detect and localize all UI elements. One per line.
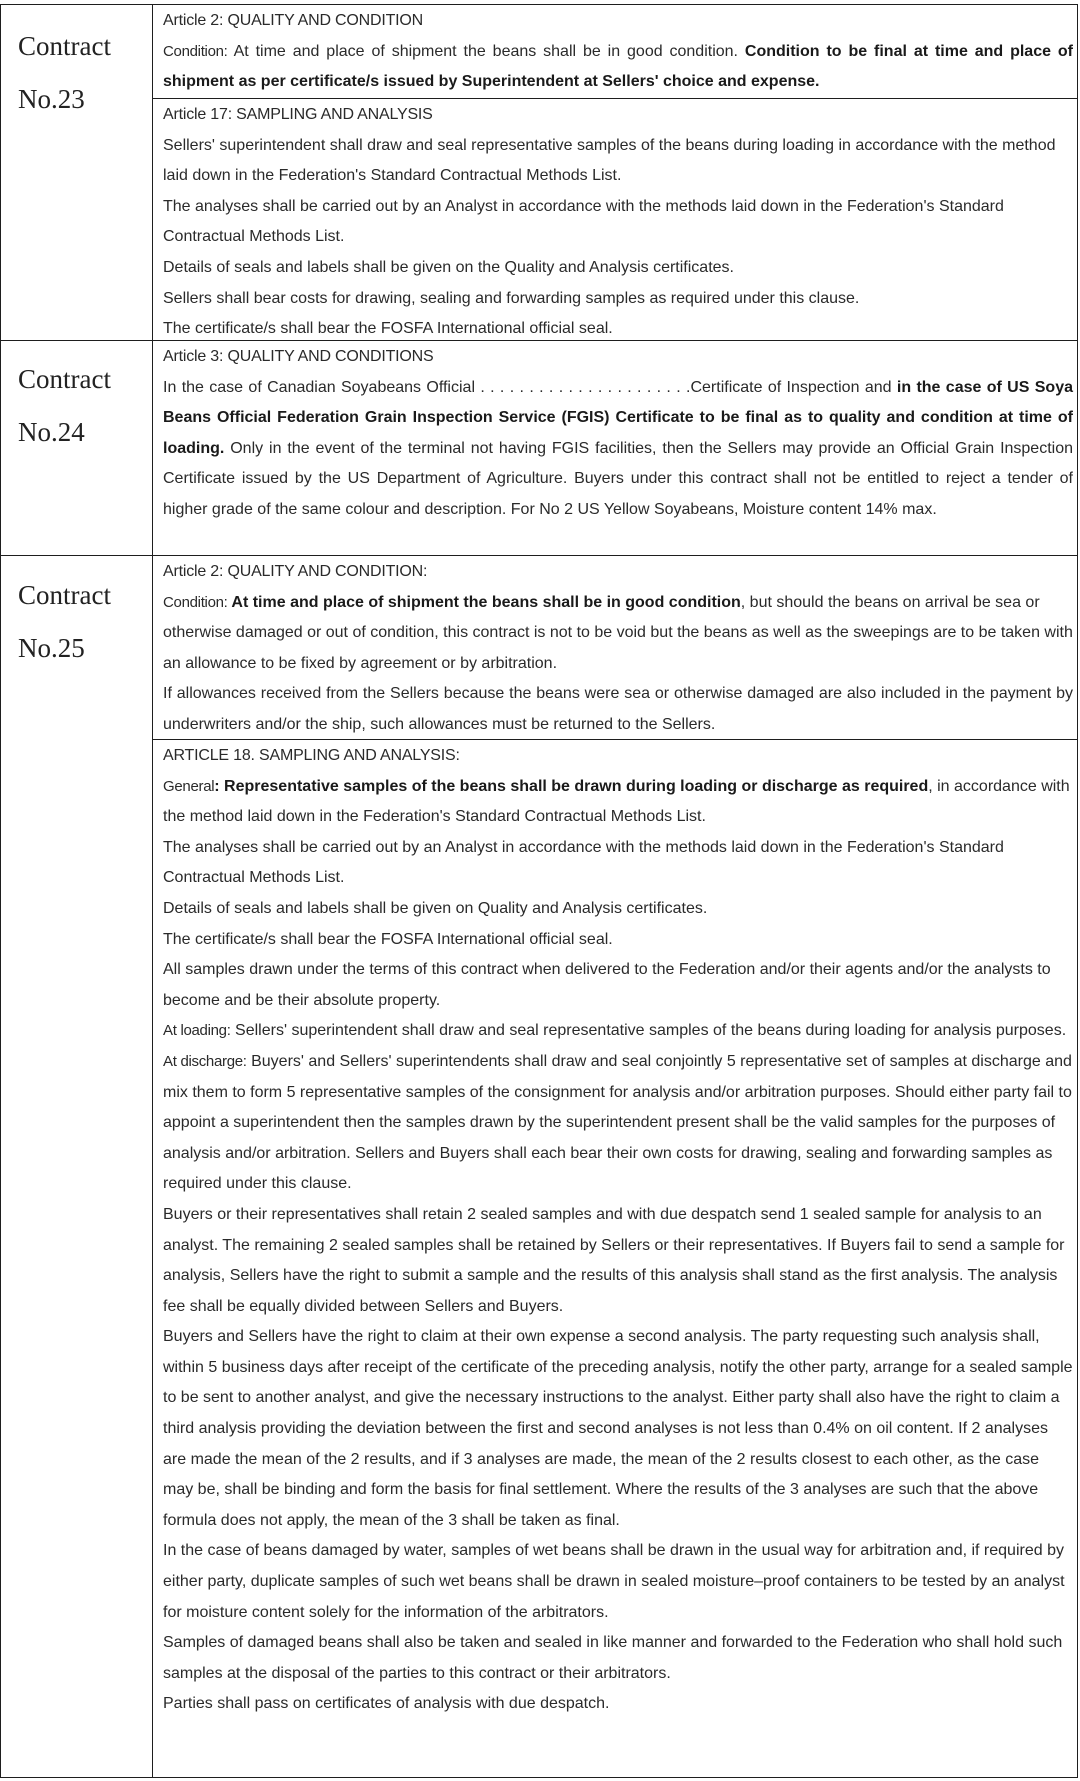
article-3-quality-conditions — [152, 341, 1078, 555]
paragraph-bold-text: in the case of US Soya Beans Official Federation Grain Inspection Service (FGIS) Certificate to be final as to quality and condition at time of loading. — [163, 378, 1074, 457]
paragraph-text: At time and place of shipment the beans shall be in good condition. — [227, 42, 745, 60]
contract-row-24 — [0, 340, 1078, 556]
paragraph-text: , in accordance with the method laid down in the Federation's Standard Contractual Methods List. — [163, 777, 1070, 826]
paragraph-text: Only in the event of the terminal not having FGIS facilities, then the Sellers may provide an Official Grain Inspection Certificate issued by the US Department of Agriculture. Buyers under this contract shall not be entitled to reject a tender of higher grade of the same colour and description. For No 2 US Yellow Soyabeans, Moisture content 14% max. — [163, 439, 1073, 518]
article-paragraph — [163, 772, 1073, 833]
article-heading: Article 3: QUALITY AND CONDITIONS — [163, 348, 434, 365]
contract-label-line1: Contract — [18, 580, 111, 610]
article-paragraph: If allowances received from the Sellers because the beans were sea or otherwise damaged are also included in the payment by underwriters and/or the ship, such allowances must be returned to the Sellers. — [163, 685, 1073, 733]
article-heading: Article 17: SAMPLING AND ANALYSIS — [163, 106, 433, 123]
article-paragraph — [163, 1047, 1073, 1200]
article-heading: ARTICLE 18. SAMPLING AND ANALYSIS: — [163, 747, 460, 764]
article-paragraph: The certificate/s shall bear the FOSFA International official seal. — [163, 930, 613, 948]
contract-label-line1: Contract — [18, 364, 111, 394]
contract-label — [0, 341, 153, 555]
article-paragraph: Samples of damaged beans shall also be taken and sealed in like manner and forwarded to the Federation who shall hold such samples at the disposal of the parties to this contract or their arbitrators. — [163, 1634, 1063, 1682]
article-2-quality-condition — [152, 5, 1078, 98]
article-paragraph: The analyses shall be carried out by an Analyst in accordance with the methods laid down in the Federation's Standard Contractual Methods List. — [163, 197, 1004, 246]
contract-label-number: No.24 — [18, 417, 85, 447]
contract-label — [0, 5, 153, 340]
paragraph-lead: Condition: — [163, 42, 228, 60]
paragraph-lead: General — [163, 777, 215, 795]
paragraph-text: , but should the beans on arrival be sea or otherwise damaged or out of condition, this contract is not to be void but the beans as well as the sweepings are to be taken with an allowance to be fixed by agreement or by arbitration. — [163, 593, 1073, 672]
contract-row-23 — [0, 4, 1078, 341]
paragraph-text: Buyers' and Sellers' superintendents shall draw and seal conjointly 5 representative set of samples at discharge and mix them to form 5 representative samples of the consignment for analysis and/or arbitration purposes. Should either party fail to appoint a superintendent then the samples drawn by the superintendent present shall be the valid samples for the purposes of analysis and/or arbitration. Sellers and Buyers shall each bear their own costs for drawing, sealing and forwarding samples as required under this clause. — [163, 1052, 1072, 1193]
article-paragraph: Sellers' superintendent shall draw and seal representative samples of the beans during loading in accordance with the method laid down in the Federation's Standard Contractual Methods List. — [163, 136, 1056, 185]
article-paragraph: All samples drawn under the terms of this contract when delivered to the Federation and/or their agents and/or the analysts to become and be their absolute property. — [163, 961, 1051, 1009]
article-2-quality-condition — [152, 556, 1078, 739]
article-paragraph — [163, 588, 1073, 680]
article-17-sampling-analysis — [152, 98, 1078, 340]
article-paragraph: Details of seals and labels shall be given on Quality and Analysis certificates. — [163, 899, 708, 917]
paragraph-bold-text: At time and place of shipment the beans shall be in good condition — [227, 593, 741, 611]
paragraph-bold-text: : Representative samples of the beans shall be drawn during loading or discharge as required — [214, 777, 929, 795]
paragraph-bold-text: Condition to be final at time and place of shipment as per certificate/s issued by Superintendent at Sellers' choice and expense. — [163, 42, 1074, 91]
article-heading: Article 2: QUALITY AND CONDITION — [163, 12, 424, 29]
paragraph-lead: Condition: — [163, 593, 228, 611]
article-paragraph: Parties shall pass on certificates of analysis with due despatch. — [163, 1695, 610, 1713]
article-paragraph: Details of seals and labels shall be given on the Quality and Analysis certificates. — [163, 258, 734, 276]
article-paragraph — [163, 1016, 1073, 1047]
article-paragraph: Sellers shall bear costs for drawing, sealing and forwarding samples as required under this clause. — [163, 289, 860, 307]
article-paragraph: The certificate/s shall bear the FOSFA International official seal. — [163, 320, 613, 338]
contract-label-number: No.23 — [18, 84, 85, 114]
contract-label — [0, 556, 153, 1777]
article-paragraph: In the case of beans damaged by water, samples of wet beans shall be drawn in the usual way for arbitration and, if required by either party, duplicate samples of such wet beans shall be drawn in sealed moisture–proof containers to be tested by an analyst for moisture content solely for the information of the arbitrators. — [163, 1542, 1065, 1621]
contract-label-number: No.25 — [18, 633, 85, 663]
paragraph-lead: At loading: — [163, 1022, 231, 1040]
article-paragraph: Buyers and Sellers have the right to claim at their own expense a second analysis. The party requesting such analysis shall, within 5 business days after receipt of the certificate of the preceding analysis, notify the other party, arrange for a sealed sample to be sent to another analyst, and give the necessary instructions to the analyst. Either party shall also have the right to claim a third analysis providing the deviation between the first and second analyses is not less than 0.4% on oil content. If 2 analyses are made the mean of the 2 results, and if 3 analyses are made, the mean of the 2 results closest to each other, as the case may be, shall be binding and form the basis for final settlement. Where the results of the 3 analyses are such that the above formula does not apply, the mean of the 3 shall be taken as final. — [163, 1328, 1073, 1529]
contract-label-line1: Contract — [18, 31, 111, 61]
paragraph-text: In the case of Canadian Soyabeans Official . . . . . . . . . . . . . . . . . . . . . .Certificate of Inspection and — [163, 378, 897, 396]
article-heading: Article 2: QUALITY AND CONDITION: — [163, 563, 428, 580]
article-paragraph — [163, 373, 1073, 526]
paragraph-text: Sellers' superintendent shall draw and seal representative samples of the beans during loading for analysis purposes. — [230, 1022, 1067, 1040]
contract-row-25 — [0, 555, 1078, 1778]
article-paragraph: Buyers or their representatives shall retain 2 sealed samples and with due despatch send 1 sealed sample for analysis to an analyst. The remaining 2 sealed samples shall be retained by Sellers or their representatives. If Buyers fail to send a sample for analysis, Sellers have the right to submit a sample and the results of this analysis shall stand as the first analysis. The analysis fee shall be equally divided between Sellers and Buyers. — [163, 1205, 1065, 1315]
article-paragraph: The analyses shall be carried out by an Analyst in accordance with the methods laid down in the Federation's Standard Contractual Methods List. — [163, 838, 1004, 887]
article-paragraph — [163, 37, 1073, 98]
paragraph-lead: At discharge: — [163, 1052, 247, 1070]
article-18-sampling-analysis — [152, 739, 1078, 1777]
